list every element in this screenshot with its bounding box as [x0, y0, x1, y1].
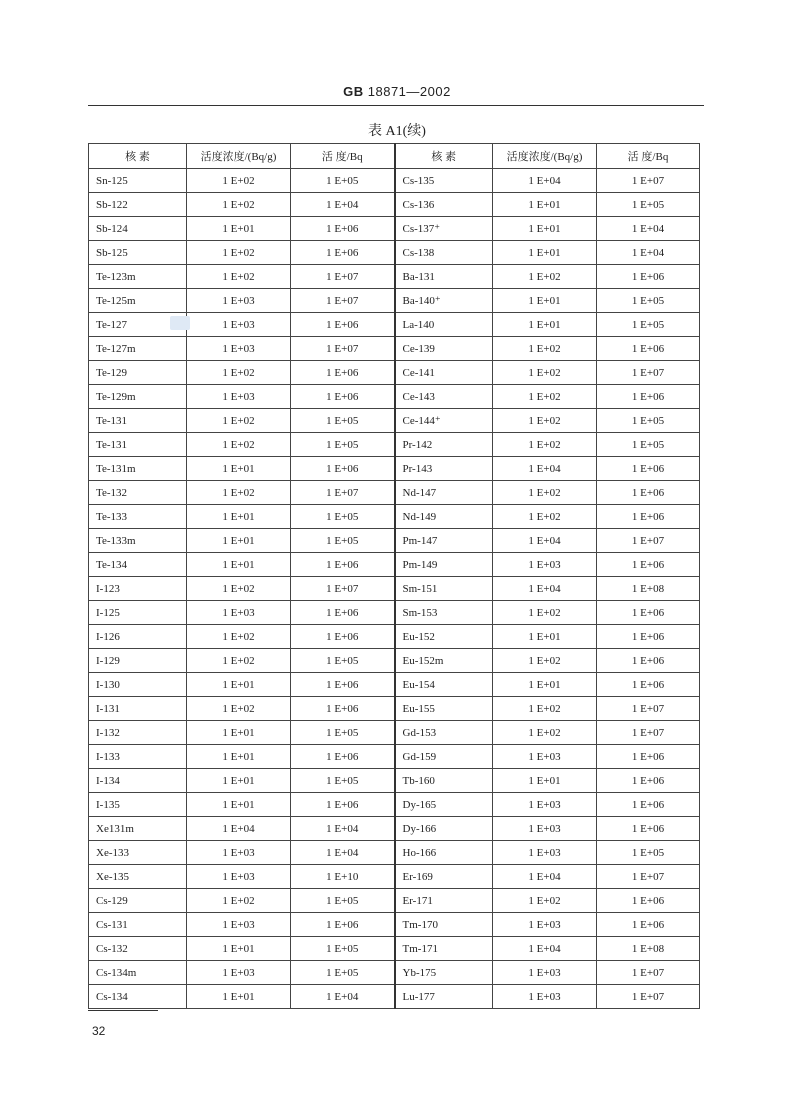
table-row [89, 793, 700, 817]
nuclide-name: Yb-175 [395, 961, 493, 985]
activity-concentration: 1 E+04 [493, 529, 597, 553]
activity-concentration: 1 E+01 [493, 625, 597, 649]
activity-value: 1 E+07 [597, 361, 700, 385]
nuclide-name: Pr-142 [395, 433, 493, 457]
nuclide-name: Er-171 [395, 889, 493, 913]
activity-value: 1 E+04 [291, 985, 395, 1009]
watermark-stamp [170, 316, 190, 330]
table-row [89, 601, 700, 625]
activity-value: 1 E+07 [291, 337, 395, 361]
table-row [89, 169, 700, 193]
activity-concentration: 1 E+01 [187, 937, 291, 961]
activity-value: 1 E+06 [291, 457, 395, 481]
nuclide-name: Lu-177 [395, 985, 493, 1009]
nuclide-name: Te-132 [89, 481, 187, 505]
activity-value: 1 E+05 [597, 193, 700, 217]
activity-value: 1 E+05 [597, 433, 700, 457]
table-row [89, 505, 700, 529]
activity-concentration: 1 E+02 [493, 409, 597, 433]
table-row [89, 721, 700, 745]
activity-value: 1 E+08 [597, 577, 700, 601]
activity-value: 1 E+06 [597, 625, 700, 649]
activity-value: 1 E+06 [291, 217, 395, 241]
nuclide-name: Te-133m [89, 529, 187, 553]
activity-value: 1 E+10 [291, 865, 395, 889]
activity-value: 1 E+05 [291, 649, 395, 673]
table-row [89, 673, 700, 697]
col-header-activity: 活 度/Bq [597, 144, 700, 169]
activity-concentration: 1 E+01 [187, 217, 291, 241]
activity-concentration: 1 E+01 [493, 769, 597, 793]
activity-value: 1 E+06 [291, 553, 395, 577]
nuclide-name: I-134 [89, 769, 187, 793]
activity-concentration: 1 E+02 [187, 625, 291, 649]
footer-divider [88, 1010, 158, 1011]
table-row [89, 937, 700, 961]
activity-concentration: 1 E+03 [187, 313, 291, 337]
activity-concentration: 1 E+01 [187, 505, 291, 529]
table-row [89, 745, 700, 769]
activity-concentration: 1 E+03 [187, 841, 291, 865]
activity-concentration: 1 E+04 [493, 457, 597, 481]
table-row [89, 361, 700, 385]
activity-concentration: 1 E+02 [493, 601, 597, 625]
nuclide-name: I-131 [89, 697, 187, 721]
table-header-row [89, 144, 700, 169]
nuclide-name: Ba-131 [395, 265, 493, 289]
activity-value: 1 E+05 [597, 409, 700, 433]
activity-value: 1 E+08 [597, 937, 700, 961]
activity-value: 1 E+06 [597, 745, 700, 769]
activity-concentration: 1 E+03 [187, 385, 291, 409]
nuclide-name: Eu-152m [395, 649, 493, 673]
activity-value: 1 E+07 [597, 961, 700, 985]
activity-value: 1 E+05 [597, 841, 700, 865]
activity-concentration: 1 E+04 [493, 577, 597, 601]
nuclide-name: La-140 [395, 313, 493, 337]
activity-concentration: 1 E+01 [187, 769, 291, 793]
nuclide-name: I-125 [89, 601, 187, 625]
table-row [89, 457, 700, 481]
activity-concentration: 1 E+01 [493, 313, 597, 337]
activity-value: 1 E+06 [597, 553, 700, 577]
activity-value: 1 E+06 [597, 337, 700, 361]
activity-concentration: 1 E+02 [493, 433, 597, 457]
activity-concentration: 1 E+03 [187, 961, 291, 985]
header-divider [88, 105, 704, 106]
col-header-concentration: 活度浓度/(Bq/g) [493, 144, 597, 169]
activity-value: 1 E+05 [291, 769, 395, 793]
nuclide-name: Gd-153 [395, 721, 493, 745]
activity-value: 1 E+04 [291, 817, 395, 841]
activity-value: 1 E+05 [291, 961, 395, 985]
activity-value: 1 E+06 [291, 385, 395, 409]
activity-concentration: 1 E+04 [493, 865, 597, 889]
activity-concentration: 1 E+02 [493, 481, 597, 505]
nuclide-name: Pr-143 [395, 457, 493, 481]
table-row [89, 409, 700, 433]
table-row [89, 889, 700, 913]
nuclide-name: Nd-147 [395, 481, 493, 505]
activity-concentration: 1 E+01 [187, 745, 291, 769]
page-number: 32 [92, 1024, 106, 1038]
activity-value: 1 E+06 [597, 889, 700, 913]
activity-concentration: 1 E+03 [493, 793, 597, 817]
activity-concentration: 1 E+03 [187, 337, 291, 361]
activity-value: 1 E+06 [597, 265, 700, 289]
nuclide-name: Sn-125 [89, 169, 187, 193]
table-row [89, 337, 700, 361]
activity-concentration: 1 E+01 [187, 793, 291, 817]
col-header-nuclide: 核 素 [395, 144, 493, 169]
activity-concentration: 1 E+03 [187, 289, 291, 313]
activity-value: 1 E+05 [291, 529, 395, 553]
activity-value: 1 E+06 [291, 625, 395, 649]
nuclide-name: Ce-144⁺ [395, 409, 493, 433]
activity-value: 1 E+05 [291, 433, 395, 457]
activity-concentration: 1 E+03 [493, 553, 597, 577]
nuclide-name: Te-134 [89, 553, 187, 577]
activity-value: 1 E+06 [597, 913, 700, 937]
nuclide-name: Cs-135 [395, 169, 493, 193]
table-row [89, 697, 700, 721]
activity-value: 1 E+05 [291, 721, 395, 745]
nuclide-name: Sb-124 [89, 217, 187, 241]
document-header [0, 84, 794, 99]
nuclide-name: Te-125m [89, 289, 187, 313]
nuclide-name: Cs-134m [89, 961, 187, 985]
activity-concentration: 1 E+01 [187, 985, 291, 1009]
nuclide-name: Te-129m [89, 385, 187, 409]
table-row [89, 193, 700, 217]
activity-value: 1 E+04 [291, 193, 395, 217]
nuclide-name: Ce-141 [395, 361, 493, 385]
nuclide-name: Te-131m [89, 457, 187, 481]
nuclide-name: Te-127 [89, 313, 187, 337]
activity-concentration: 1 E+02 [187, 433, 291, 457]
table-row [89, 433, 700, 457]
nuclide-name: Ba-140⁺ [395, 289, 493, 313]
activity-concentration: 1 E+01 [187, 457, 291, 481]
nuclide-name: Sm-151 [395, 577, 493, 601]
activity-value: 1 E+06 [597, 481, 700, 505]
activity-value: 1 E+06 [291, 793, 395, 817]
activity-concentration: 1 E+02 [187, 889, 291, 913]
activity-concentration: 1 E+01 [187, 721, 291, 745]
activity-concentration: 1 E+01 [493, 673, 597, 697]
activity-concentration: 1 E+02 [187, 361, 291, 385]
nuclide-name: Sb-125 [89, 241, 187, 265]
table-row [89, 841, 700, 865]
nuclide-name: I-130 [89, 673, 187, 697]
activity-value: 1 E+07 [291, 481, 395, 505]
activity-concentration: 1 E+02 [493, 337, 597, 361]
activity-value: 1 E+07 [291, 289, 395, 313]
nuclide-name: Gd-159 [395, 745, 493, 769]
nuclide-name: Er-169 [395, 865, 493, 889]
nuclide-name: I-123 [89, 577, 187, 601]
activity-concentration: 1 E+02 [187, 481, 291, 505]
activity-value: 1 E+05 [597, 313, 700, 337]
nuclide-name: Dy-165 [395, 793, 493, 817]
table-row [89, 913, 700, 937]
activity-value: 1 E+05 [291, 505, 395, 529]
activity-concentration: 1 E+03 [493, 817, 597, 841]
activity-value: 1 E+06 [597, 673, 700, 697]
activity-concentration: 1 E+01 [187, 673, 291, 697]
activity-concentration: 1 E+02 [187, 577, 291, 601]
nuclide-name: Te-131 [89, 433, 187, 457]
nuclide-name: Cs-131 [89, 913, 187, 937]
activity-concentration: 1 E+02 [493, 265, 597, 289]
col-header-concentration: 活度浓度/(Bq/g) [187, 144, 291, 169]
table-row [89, 385, 700, 409]
activity-value: 1 E+06 [291, 601, 395, 625]
table-row [89, 769, 700, 793]
activity-concentration: 1 E+02 [187, 193, 291, 217]
activity-value: 1 E+06 [597, 793, 700, 817]
nuclide-name: Pm-149 [395, 553, 493, 577]
nuclide-name: Eu-155 [395, 697, 493, 721]
activity-concentration: 1 E+02 [493, 721, 597, 745]
nuclide-name: Tm-170 [395, 913, 493, 937]
nuclide-name: Xe131m [89, 817, 187, 841]
activity-value: 1 E+07 [291, 265, 395, 289]
activity-value: 1 E+07 [597, 697, 700, 721]
activity-value: 1 E+05 [291, 169, 395, 193]
activity-concentration: 1 E+01 [187, 553, 291, 577]
activity-concentration: 1 E+04 [187, 817, 291, 841]
activity-value: 1 E+07 [597, 721, 700, 745]
activity-value: 1 E+06 [291, 913, 395, 937]
nuclide-name: Cs-134 [89, 985, 187, 1009]
activity-value: 1 E+06 [291, 697, 395, 721]
table-body [89, 169, 700, 1009]
table-row [89, 289, 700, 313]
activity-concentration: 1 E+03 [493, 745, 597, 769]
activity-value: 1 E+07 [597, 169, 700, 193]
activity-concentration: 1 E+02 [493, 649, 597, 673]
activity-concentration: 1 E+03 [493, 913, 597, 937]
table-row [89, 649, 700, 673]
activity-value: 1 E+06 [597, 457, 700, 481]
nuclide-name: Ce-143 [395, 385, 493, 409]
nuclide-name: Ce-139 [395, 337, 493, 361]
nuclide-name: Xe-135 [89, 865, 187, 889]
activity-concentration: 1 E+02 [187, 697, 291, 721]
activity-value: 1 E+06 [597, 817, 700, 841]
nuclide-name: Te-127m [89, 337, 187, 361]
activity-concentration: 1 E+02 [187, 409, 291, 433]
activity-value: 1 E+05 [597, 289, 700, 313]
activity-value: 1 E+06 [291, 361, 395, 385]
nuclide-name: Te-131 [89, 409, 187, 433]
activity-value: 1 E+06 [597, 649, 700, 673]
nuclide-name: Te-123m [89, 265, 187, 289]
nuclide-name: Dy-166 [395, 817, 493, 841]
activity-value: 1 E+05 [291, 409, 395, 433]
activity-concentration: 1 E+02 [187, 169, 291, 193]
table-row [89, 553, 700, 577]
nuclide-name: Ho-166 [395, 841, 493, 865]
standard-code: GB [343, 84, 364, 99]
table-row [89, 985, 700, 1009]
activity-value: 1 E+06 [597, 505, 700, 529]
activity-value: 1 E+06 [597, 385, 700, 409]
standard-number: 18871—2002 [367, 84, 451, 99]
table-title: 表 A1(续) [368, 124, 426, 139]
activity-value: 1 E+04 [597, 217, 700, 241]
activity-concentration: 1 E+03 [187, 601, 291, 625]
table-row [89, 625, 700, 649]
nuclide-name: Cs-132 [89, 937, 187, 961]
table-row [89, 265, 700, 289]
col-header-activity: 活 度/Bq [291, 144, 395, 169]
nuclide-name: Xe-133 [89, 841, 187, 865]
activity-value: 1 E+07 [597, 529, 700, 553]
activity-concentration: 1 E+02 [187, 241, 291, 265]
nuclide-name: I-133 [89, 745, 187, 769]
activity-concentration: 1 E+02 [187, 265, 291, 289]
activity-concentration: 1 E+03 [187, 865, 291, 889]
activity-value: 1 E+06 [291, 313, 395, 337]
activity-concentration: 1 E+02 [187, 649, 291, 673]
nuclide-name: Nd-149 [395, 505, 493, 529]
nuclide-name: Cs-137⁺ [395, 217, 493, 241]
nuclide-name: Tm-171 [395, 937, 493, 961]
nuclide-name: Cs-136 [395, 193, 493, 217]
nuclide-name: Eu-154 [395, 673, 493, 697]
table-row [89, 817, 700, 841]
nuclide-name: Sb-122 [89, 193, 187, 217]
table-row [89, 577, 700, 601]
nuclide-name: Eu-152 [395, 625, 493, 649]
activity-concentration: 1 E+03 [493, 961, 597, 985]
activity-value: 1 E+07 [597, 985, 700, 1009]
activity-concentration: 1 E+04 [493, 937, 597, 961]
nuclide-name: Cs-129 [89, 889, 187, 913]
nuclide-name: Sm-153 [395, 601, 493, 625]
table-row [89, 217, 700, 241]
col-header-nuclide: 核 素 [89, 144, 187, 169]
nuclide-name: I-129 [89, 649, 187, 673]
activity-value: 1 E+05 [291, 937, 395, 961]
activity-concentration: 1 E+02 [493, 697, 597, 721]
nuclide-name: Cs-138 [395, 241, 493, 265]
activity-value: 1 E+07 [597, 865, 700, 889]
nuclide-table [88, 143, 700, 1009]
activity-concentration: 1 E+03 [187, 913, 291, 937]
activity-concentration: 1 E+02 [493, 361, 597, 385]
activity-concentration: 1 E+02 [493, 505, 597, 529]
nuclide-name: Pm-147 [395, 529, 493, 553]
activity-value: 1 E+06 [291, 745, 395, 769]
activity-value: 1 E+06 [291, 673, 395, 697]
table-row [89, 241, 700, 265]
activity-value: 1 E+04 [291, 841, 395, 865]
nuclide-name: Te-129 [89, 361, 187, 385]
table-row [89, 865, 700, 889]
activity-concentration: 1 E+01 [187, 529, 291, 553]
activity-value: 1 E+05 [291, 889, 395, 913]
activity-concentration: 1 E+02 [493, 385, 597, 409]
table-row [89, 529, 700, 553]
activity-concentration: 1 E+01 [493, 193, 597, 217]
activity-value: 1 E+07 [291, 577, 395, 601]
activity-concentration: 1 E+02 [493, 889, 597, 913]
table-row [89, 961, 700, 985]
activity-value: 1 E+06 [597, 769, 700, 793]
activity-concentration: 1 E+04 [493, 169, 597, 193]
nuclide-name: I-132 [89, 721, 187, 745]
activity-concentration: 1 E+01 [493, 289, 597, 313]
activity-concentration: 1 E+01 [493, 241, 597, 265]
nuclide-name: I-126 [89, 625, 187, 649]
activity-value: 1 E+06 [597, 601, 700, 625]
activity-value: 1 E+04 [597, 241, 700, 265]
activity-concentration: 1 E+03 [493, 841, 597, 865]
activity-concentration: 1 E+01 [493, 217, 597, 241]
nuclide-name: I-135 [89, 793, 187, 817]
nuclide-name: Tb-160 [395, 769, 493, 793]
nuclide-name: Te-133 [89, 505, 187, 529]
table-row [89, 481, 700, 505]
activity-value: 1 E+06 [291, 241, 395, 265]
activity-concentration: 1 E+03 [493, 985, 597, 1009]
